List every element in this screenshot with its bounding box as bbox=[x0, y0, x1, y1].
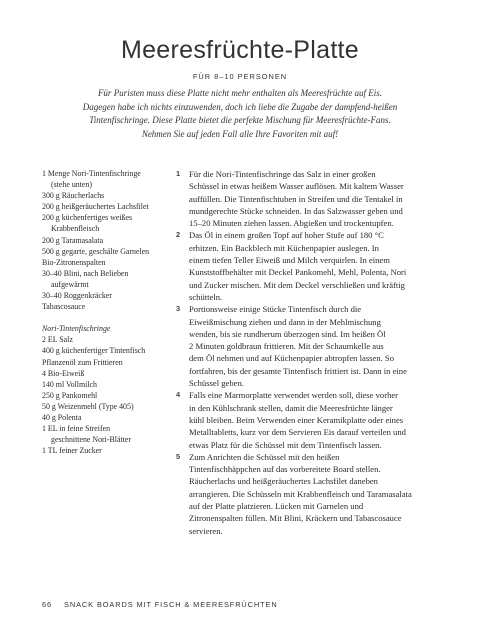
ingredient-item: 50 g Weizenmehl (Type 405) bbox=[42, 401, 134, 411]
ingredient-item: 300 g Räucherlachs bbox=[42, 191, 105, 201]
ingredient-item: 200 g heißgeräuchertes Lachsfilet bbox=[42, 202, 149, 212]
step-text-line: in den Kühlschrank stellen, damit die Meeresfrüchte länger bbox=[189, 402, 393, 413]
step-text-line: Tintenfischhäppchen auf das vorbereitete Board stellen. bbox=[189, 464, 381, 475]
step-number: 3 bbox=[176, 304, 181, 314]
ingredient-item: 200 g Taramasalata bbox=[42, 235, 104, 245]
ingredient-item: Pflanzenöl zum Frittieren bbox=[42, 357, 123, 367]
step-text-line: Metalltabletts, kurz vor dem Servieren Eis darauf verteilen und bbox=[189, 427, 406, 438]
step-number: 2 bbox=[176, 230, 181, 240]
ingredient-item: 30–40 Blini, nach Belieben bbox=[42, 268, 129, 278]
step-text-line: Räucherlachs und heißgeräuchertes Lachsfilet daneben bbox=[189, 476, 378, 487]
ingredient-item: 250 g Pankomehl bbox=[42, 390, 98, 400]
ingredient-item: 2 EL Salz bbox=[42, 335, 73, 345]
step-text-line: schütteln. bbox=[189, 291, 223, 302]
ingredient-item: geschnittene Nori-Blätter bbox=[51, 435, 131, 445]
intro-line: Für Puristen muss diese Platte nicht mehr enthalten als Meeresfrüchte auf Eis. bbox=[97, 88, 383, 98]
ingredient-item: (stehe unten) bbox=[51, 180, 92, 190]
recipe-intro bbox=[70, 87, 410, 141]
ingredient-item: 30–40 Roggenkräcker bbox=[42, 291, 112, 301]
step-text-line: Portionsweise einige Stücke Tintenfisch durch die bbox=[189, 304, 362, 315]
step-text-line: kühl bleiben. Beim Verwenden einer Keramikplatte oder eines bbox=[189, 414, 404, 425]
step-number: 4 bbox=[176, 390, 181, 400]
ingredient-item: aufgewärmt bbox=[51, 279, 89, 289]
step-text-line: Schüssel geben. bbox=[189, 378, 244, 389]
step-text-line: dem Öl nehmen und auf Küchenpapier abtropfen lassen. So bbox=[189, 353, 394, 364]
step-text-line: Falls eine Marmorplatte verwendet werden soll, diese vorher bbox=[189, 390, 399, 401]
step-text-line: 15–20 Minuten ziehen lassen. Abgießen und trockentupfen. bbox=[189, 218, 394, 229]
step-text-line: Das Öl in einem großen Topf auf hoher Stufe auf 180 °C bbox=[189, 230, 384, 241]
intro-line: Nehmen Sie auf jeden Fall alle Ihre Favoriten mit auf! bbox=[141, 128, 339, 139]
step-text-line: erhitzen. Ein Backblech mit Küchenpapier auslegen. In bbox=[189, 242, 379, 253]
ingredient-subheading: Nori-Tintenfischringe bbox=[42, 324, 111, 334]
step-text-line: einem tiefen Teller Eiweiß und Milch verquirlen. In einem bbox=[189, 255, 390, 266]
ingredient-item: Bio-Zitronenspalten bbox=[42, 257, 106, 267]
method-step bbox=[176, 389, 444, 450]
step-text-line: 2 Minuten goldbraun frittieren. Mit der Schaumkelle aus bbox=[189, 341, 384, 352]
step-text-line: wenden, bis sie rundherum überzogen sind. Im heißen Öl bbox=[189, 328, 386, 339]
step-text-line: mundgerechte Stücke schneiden. In das Salzwasser geben und bbox=[189, 205, 403, 216]
step-text-line: Für die Nori-Tintenfischringe das Salz in einer großen bbox=[189, 169, 376, 179]
method-step bbox=[176, 229, 444, 303]
step-text-line: Schüssel in etwas heißem Wasser auflösen. Mit kaltem Wasser bbox=[189, 181, 404, 192]
ingredients-list bbox=[42, 168, 170, 456]
step-text-line: auf der Platte platzieren. Lücken mit Garnelen und bbox=[189, 501, 364, 512]
intro-line: Tintenfischringe. Diese Platte bietet die perfekte Mischung für Meeresfrüchte-Fans. bbox=[89, 115, 391, 126]
method-steps bbox=[176, 168, 444, 537]
step-text-line: Kunststoffbehälter mit Deckel Pankomehl, Mehl, Polenta, Nori bbox=[189, 267, 407, 278]
step-text-line: etwas Platz für die Schüssel mit dem Tintenfisch lassen. bbox=[189, 439, 382, 450]
method-step bbox=[176, 303, 444, 389]
step-text-line: Zum Anrichten die Schüssel mit den heißen bbox=[189, 451, 340, 462]
step-text-line: Zitronenspalten füllen. Mit Blini, Kräckern und Tabascosauce bbox=[189, 513, 402, 524]
ingredient-item: 200 g küchenfertiges weißes bbox=[42, 213, 133, 223]
step-number: 1 bbox=[176, 169, 181, 178]
step-text-line: fortfahren, bis der gesamte Tintenfisch frittiert ist. Dann in eine bbox=[189, 365, 407, 376]
ingredient-item: 4 Bio-Eiweiß bbox=[42, 368, 85, 378]
ingredient-item: 140 ml Vollmilch bbox=[42, 379, 97, 389]
ingredient-item: 40 g Polenta bbox=[42, 412, 82, 422]
page-number: 66 bbox=[42, 600, 53, 609]
step-text-line: auffüllen. Die Tintenfischtuben in Streifen und die Tentakel in bbox=[189, 193, 403, 204]
step-text-line: und Zucker mischen. Mit dem Deckel verschließen und kräftig bbox=[189, 279, 405, 290]
method-step bbox=[176, 451, 444, 537]
step-text-line: arrangieren. Die Schüsseln mit Krabbenfleisch und Taramasalata bbox=[189, 488, 412, 499]
ingredient-item: 1 TL feiner Zucker bbox=[42, 446, 102, 456]
recipe-title: Meeresfrüchte-Platte bbox=[120, 36, 360, 64]
ingredient-item: 1 Menge Nori-Tintenfischringe bbox=[42, 169, 141, 178]
ingredient-item: 500 g gegarte, geschälte Garnelen bbox=[42, 246, 150, 256]
step-number: 5 bbox=[176, 451, 181, 461]
ingredient-item: Krabbenfleisch bbox=[51, 224, 100, 234]
ingredient-item: Tabascosauce bbox=[42, 302, 86, 312]
step-text-line: Eiweißmischung ziehen und dann in der Mehlmischung bbox=[189, 316, 381, 327]
step-text-line: servieren. bbox=[189, 525, 223, 536]
intro-line: Dagegen habe ich nichts einzuwenden, doch ich liebe die Zugabe der dampfend-heißen bbox=[82, 101, 398, 112]
ingredient-item: 1 EL in feine Streifen bbox=[42, 424, 111, 434]
section-title: SNACK BOARDS MIT FISCH & MEERESFRÜCHTEN bbox=[64, 600, 278, 609]
method-step bbox=[176, 168, 444, 229]
ingredient-item: 400 g küchenfertiger Tintenfisch bbox=[42, 346, 146, 356]
servings-note: FÜR 8–10 PERSONEN bbox=[192, 72, 288, 81]
page-footer bbox=[42, 600, 442, 609]
